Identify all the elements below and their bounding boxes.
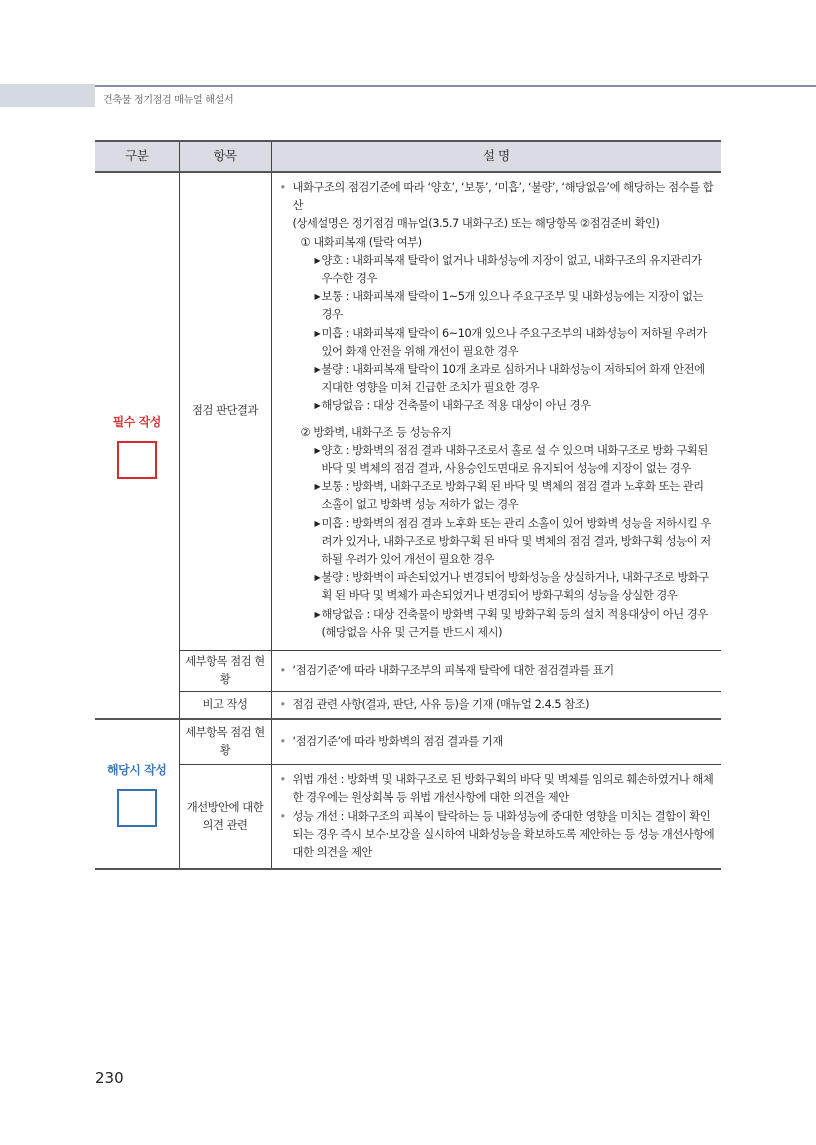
list-item: ▶ 미흡 : 방화벽의 점검 결과 노후화 또는 관리 소홀이 있어 방화벽 성능을 저하시킬 우려가 있거나, 내화구조로 방화구획 된 바닥 및 벽체의 점검 결과, 방화구획 성능이 저하될 우려가 있어 개선이 필요한 경우 <box>314 516 711 567</box>
header-description: 설 명 <box>271 141 721 172</box>
description-remarks: • 점검 관련 사항(결과, 판단, 사유 등)을 기재 (매뉴얼 2.4.5 참조) <box>271 692 721 720</box>
description-firewall-status: • ‘점검기준’에 따라 방화벽의 점검 결과를 기재 <box>271 719 721 765</box>
required-label: 필수 작성 <box>112 414 161 429</box>
judgement-intro: • 내화구조의 점검기준에 따라 ‘양호’, ‘보통’, ‘미흡’, ‘불량’, ‘해당없음’에 해당하는 점수를 합산 <box>280 179 716 215</box>
optional-cell <box>95 719 179 869</box>
header-item: 항목 <box>179 141 271 172</box>
item-judgement: 점검 판단결과 <box>179 172 271 651</box>
section1-title: ① 내화피복재 (탈락 여부) <box>300 235 422 249</box>
optional-checkbox[interactable] <box>117 789 157 827</box>
item-remarks: 비고 작성 <box>179 692 271 720</box>
page-number: 230 <box>95 1069 124 1087</box>
section2-title: ② 방화벽, 내화구조 등 성능유지 <box>300 425 452 439</box>
table-row <box>95 651 721 692</box>
list-item: • 성능 개선 : 내화구조의 피복이 탈락하는 등 내화성능에 중대한 영향을 미치는 결함이 확인되는 경우 즉시 보수·보강을 실시하여 내화성능을 확보하도록 제안하는 등 성능 개선사항에 대한 의견을 제안 <box>280 808 716 863</box>
list-item: ▶ 미흡 : 내화피복재 탈락이 6~10개 있으나 주요구조부의 내화성능이 저하될 우려가 있어 화재 안전을 위해 개선이 필요한 경우 <box>314 326 707 358</box>
judgement-detail-note: (상세설명은 정기점검 매뉴얼(3.5.7 내화구조) 또는 해당항목 ②점검준비 확인) <box>292 217 660 231</box>
list-item: ▶ 해당없음 : 대상 건축물이 내화구조 적용 대상이 아닌 경우 <box>314 399 591 413</box>
list-item: ▶ 해당없음 : 대상 건축물이 방화벽 구획 및 방화구획 등의 설치 적용대상이 아닌 경우(해당없음 사유 및 근거를 반드시 제시) <box>314 607 708 639</box>
table-row <box>95 719 721 765</box>
table-row <box>95 692 721 720</box>
table-header-row <box>95 141 721 172</box>
item-firewall-status: 세부항목 점검 현황 <box>179 719 271 765</box>
table-row <box>95 172 721 651</box>
list-item: ▶ 불량 : 내화피복재 탈락이 10개 초과로 심하거나 내화성능이 저하되어 화재 안전에 지대한 영향을 미쳐 긴급한 조치가 필요한 경우 <box>314 363 705 395</box>
item-detail-status: 세부항목 점검 현황 <box>179 651 271 692</box>
list-item: ▶ 양호 : 내화피복재 탈락이 없거나 내화성능에 지장이 없고, 내화구조의 유지관리가 우수한 경우 <box>314 253 702 286</box>
list-item: ▶ 양호 : 방화벽의 점검 결과 내화구조로서 홀로 설 수 있으며 내화구조로 방화 구획된 바닥 및 벽체의 점검 결과, 사용승인도면대로 유지되어 성능에 지장이 없는 경우 <box>314 443 708 476</box>
required-cell <box>95 172 179 719</box>
header-rule <box>95 85 816 87</box>
item-improvement-opinion: 개선방안에 대한 의견 관련 <box>179 765 271 870</box>
description-improvement-opinion <box>271 765 721 870</box>
list-item: • 위법 개선 : 방화벽 및 내화구조로 된 방화구획의 바닥 및 벽체를 임의로 훼손하였거나 해체한 경우에는 원상회복 등 위법 개선사항에 대한 의견을 제안 <box>280 771 716 807</box>
explanation-table <box>95 140 721 870</box>
list-item: ▶ 보통 : 내화피복재 탈락이 1~5개 있으나 주요구조부 및 내화성능에는 지장이 없는 경우 <box>314 290 704 322</box>
list-item: ▶ 보통 : 방화벽, 내화구조로 방화구획 된 바닥 및 벽체의 점검 결과 노후화 또는 관리 소홀이 없고 방화벽 성능 저하가 없는 경우 <box>314 480 704 512</box>
header-category: 구분 <box>95 141 179 172</box>
header-band <box>0 84 95 107</box>
optional-label: 해당시 작성 <box>107 763 167 778</box>
description-judgement <box>271 172 721 651</box>
required-checkbox[interactable] <box>117 441 157 479</box>
list-item: ▶ 불량 : 방화벽이 파손되었거나 변경되어 방화성능을 상실하거나, 내화구조로 방화구획 된 바닥 및 벽체가 파손되었거나 변경되어 방화구획의 성능을 상실한 경우 <box>314 571 709 603</box>
description-detail-status: • ‘점검기준’에 따라 내화구조부의 피복재 탈락에 대한 점검결과를 표기 <box>271 651 721 692</box>
running-title: 건축물 정기점검 매뉴얼 해설서 <box>103 95 234 106</box>
table-row <box>95 765 721 870</box>
